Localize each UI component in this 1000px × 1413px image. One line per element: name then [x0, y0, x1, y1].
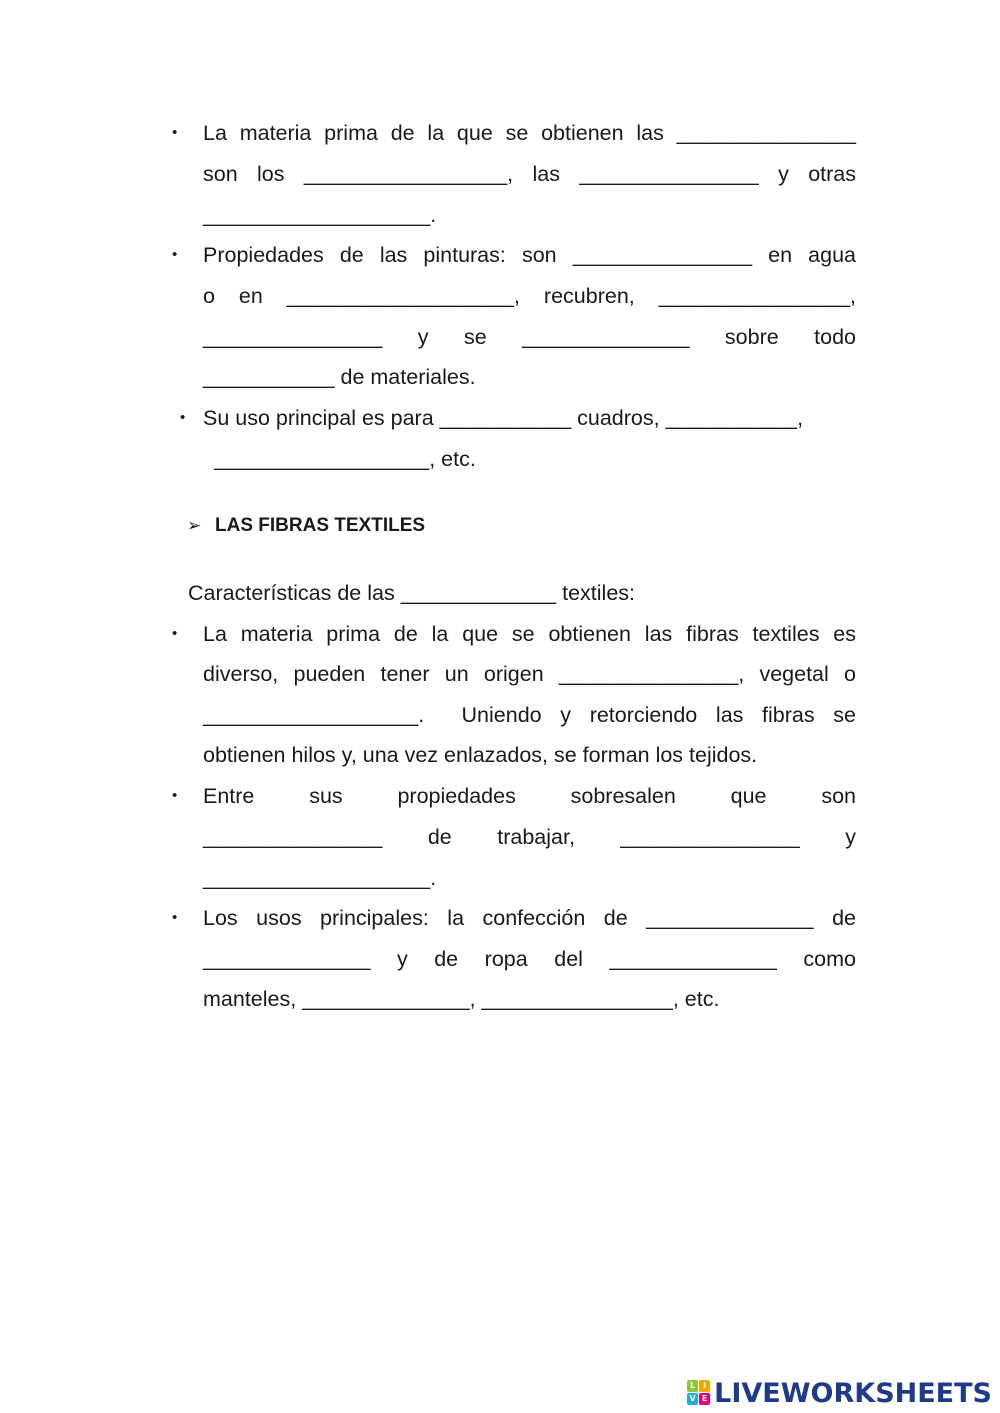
text-line: Su uso principal es para ___________ cuadros, ___________,: [203, 406, 804, 430]
logo-mark-letter: I: [699, 1380, 710, 1392]
text-line: ___________________.: [203, 866, 437, 890]
bullet-1: •: [172, 124, 178, 141]
logo-mark-letter: L: [687, 1380, 698, 1392]
bullet-6: •: [172, 909, 178, 926]
bullet-2: •: [172, 246, 178, 263]
logo-mark-letter: E: [699, 1393, 710, 1405]
section-heading: [187, 513, 425, 539]
bullet-3: •: [180, 409, 186, 426]
logo-text: LIVEWORKSHEETS: [714, 1377, 992, 1409]
text-line: __________________. Uniendo y retorciendo las fibras se: [203, 703, 856, 727]
text-line: o en ___________________, recubren, ________________,: [203, 284, 856, 308]
bullet-4: •: [172, 625, 178, 642]
text-line: La materia prima de la que se obtienen las fibras textiles es: [203, 622, 856, 646]
intro-line: Características de las _____________ textiles:: [188, 581, 635, 605]
text-line: _______________ de trabajar, _______________ y: [203, 825, 856, 849]
text-line: ___________________.: [203, 203, 437, 227]
bullet-5: •: [172, 787, 178, 804]
text-line: __________________, etc.: [214, 447, 476, 471]
text-line: ___________ de materiales.: [203, 365, 476, 389]
text-line: Los usos principales: la confección de ______________ de: [203, 906, 856, 930]
logo-mark-letter: V: [687, 1393, 698, 1405]
text-line: obtienen hilos y, una vez enlazados, se forman los tejidos.: [203, 743, 758, 767]
liveworksheets-logo[interactable]: [687, 1378, 992, 1408]
arrow-icon: ➢: [187, 516, 202, 535]
logo-mark-icon: [687, 1380, 711, 1406]
text-line: diverso, pueden tener un origen _______________, vegetal o: [203, 662, 856, 686]
text-line: Entre sus propiedades sobresalen que son: [203, 784, 856, 808]
text-line: son los _________________, las _______________ y otras: [203, 162, 856, 186]
heading-text: LAS FIBRAS TEXTILES: [215, 515, 426, 536]
text-line: Propiedades de las pinturas: son _______________ en agua: [203, 243, 856, 267]
text-line: manteles, ______________, ________________, etc.: [203, 987, 720, 1011]
text-line: ______________ y de ropa del ______________ como: [203, 947, 856, 971]
text-line: _______________ y se ______________ sobre todo: [203, 325, 856, 349]
text-line: La materia prima de la que se obtienen las _______________: [203, 121, 856, 145]
